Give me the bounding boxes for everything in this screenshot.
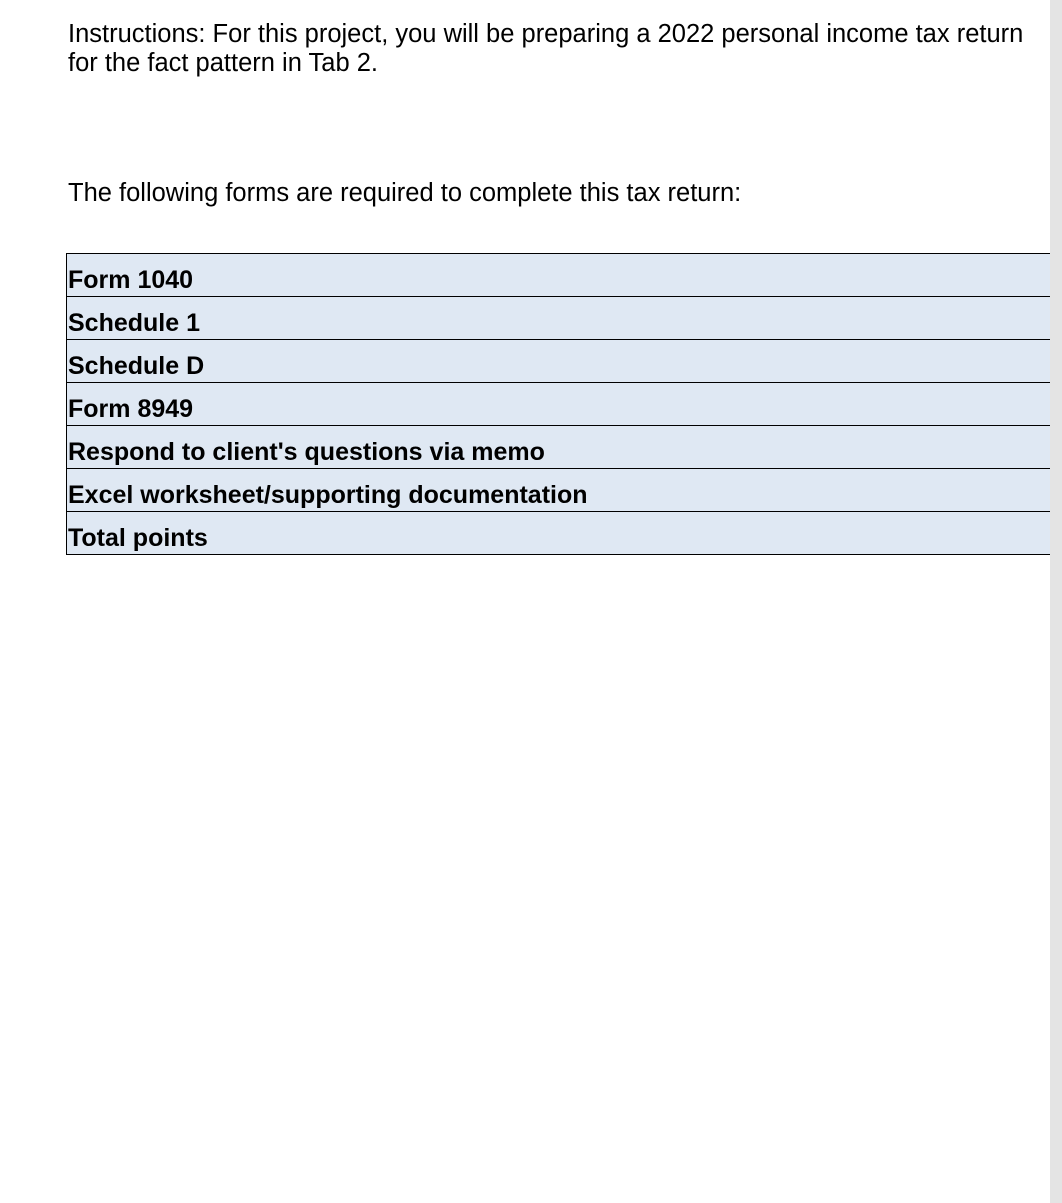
instructions-line-1: Instructions: For this project, you will be preparing a 2022 personal income tax return — [68, 20, 1024, 48]
table-row-schedule-d[interactable] — [67, 340, 1050, 383]
table-row-total-points[interactable] — [67, 512, 1050, 555]
table-cell-label: Total points — [68, 524, 208, 552]
table-cell-label: Excel worksheet/supporting documentation — [68, 481, 588, 509]
table-cell-label: Respond to client's questions via memo — [68, 438, 545, 466]
table-row-form-1040[interactable] — [67, 254, 1050, 297]
table-row-excel-worksheet[interactable] — [67, 469, 1050, 512]
table-row-memo[interactable] — [67, 426, 1050, 469]
table-cell-label: Schedule 1 — [68, 309, 200, 337]
table-row-form-8949[interactable] — [67, 383, 1050, 426]
required-forms-table — [66, 253, 1050, 555]
table-cell-label: Form 8949 — [68, 395, 194, 423]
instructions-text — [68, 20, 1050, 78]
instructions-line-2: for the fact pattern in Tab 2. — [68, 49, 378, 77]
window-edge-scrollbar[interactable] — [1050, 0, 1062, 1203]
table-cell-label: Form 1040 — [68, 266, 194, 294]
table-cell-label: Schedule D — [68, 352, 205, 380]
forms-required-heading: The following forms are required to complete this tax return: — [68, 179, 742, 207]
table-row-schedule-1[interactable] — [67, 297, 1050, 340]
